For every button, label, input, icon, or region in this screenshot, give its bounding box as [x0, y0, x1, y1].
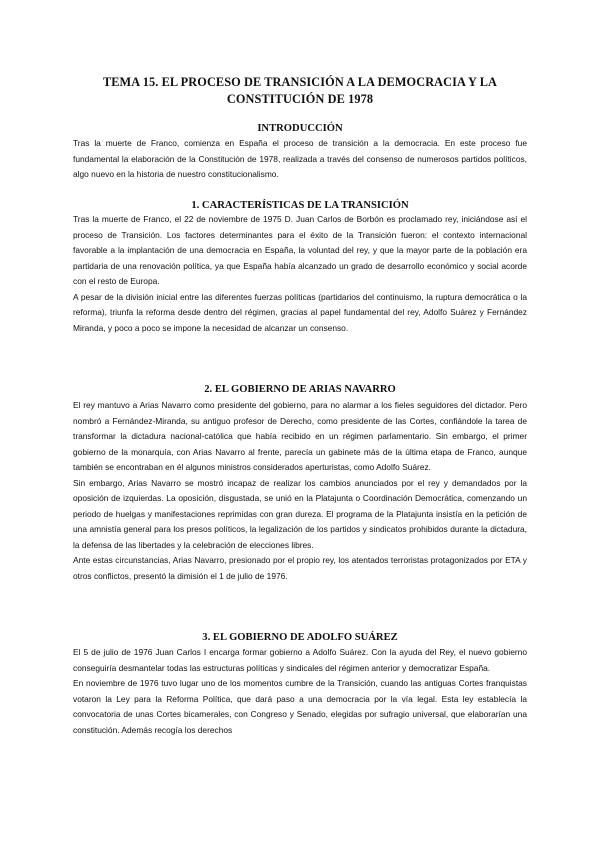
section-heading-arias-navarro: 2. EL GOBIERNO DE ARIAS NAVARRO [204, 384, 396, 395]
section-heading-introduccion: INTRODUCCIÓN [257, 123, 343, 134]
section-body-introduccion [73, 136, 527, 183]
section-heading-adolfo-suarez: 3. EL GOBIERNO DE ADOLFO SUÁREZ [202, 632, 398, 643]
section-heading-caracteristicas: 1. CARACTERÍSTICAS DE LA TRANSICIÓN [191, 200, 409, 211]
paragraph: Ante estas circunstancias, Arias Navarro, presionado por el propio rey, los atentados terroristas protagonizados por ETA y otros conflictos, presentó la dimisión el 1 de julio de 1976. [73, 555, 527, 581]
title-line-2: CONSTITUCIÓN DE 1978 [226, 92, 374, 106]
section-body-caracteristicas [73, 212, 527, 336]
section-body-adolfo-suarez [73, 645, 527, 738]
paragraph: A pesar de la división inicial entre las diferentes fuerzas políticas (partidarios del continuismo, la ruptura democrática o la reforma), triunfa la reforma desde dentro del régimen, gracias al papel fundamental del rey, Adolfo Suárez y Fernández Miranda, y poco a poco se impone la necesidad de alcanzar un consenso. [73, 291, 527, 333]
paragraph: Tras la muerte de Franco, comienza en España el proceso de transición a la democracia. En este proceso fue fundamental la elaboración de la Constitución de 1978, realizada a través del consenso de numerosos partidos políticos, algo nuevo en la historia de nuestro constitucionalismo. [73, 138, 527, 179]
paragraph: Tras la muerte de Franco, el 22 de noviembre de 1975 D. Juan Carlos de Borbón es proclamado rey, iniciándose así el proceso de Transición. Los factores determinantes para el éxito de la Transición fueron: el contexto internacional favorable a la implantación de una democracia en España, la voluntad del rey, y que la mayor parte de la población era partidaria de una renovación política, ya que España había alcanzado un grado de desarrollo económico y social acorde con el resto de Europa. [73, 214, 527, 286]
paragraph: En noviembre de 1976 tuvo lugar uno de los momentos cumbre de la Transición, cuando las antiguas Cortes franquistas votaron la Ley para la Reforma Política, que dará paso a una democracia por la vía legal. Esta ley establecía la convocatoria de unas Cortes bicamerales, con Congreso y Senado, elegidas por sufragio universal, que elaborarían una constitución. Además recogía los derechos [73, 678, 527, 735]
paragraph: Sin embargo, Arias Navarro se mostró incapaz de realizar los cambios anunciados por el rey y demandados por la oposición de izquierdas. La oposición, disgustada, se unió en la Platajunta o Coordinación Democrática, comenzando un periodo de huelgas y manifestaciones reprimidas con gran dureza. El programa de la Platajunta insistía en la petición de una amnistía general para los presos políticos, la legalización de los partidos y sindicatos prohibidos durante la dictadura, la defensa de las libertades y la celebración de elecciones libres. [73, 477, 527, 550]
paragraph: El rey mantuvo a Arias Navarro como presidente del gobierno, para no alarmar a los fieles seguidores del dictador. Pero nombró a Fernández-Miranda, su antiguo profesor de Derecho, como presidente de las Cortes, confiándole la tarea de transformar la dictadura nacional-católica que había recibido en un régimen parlamentario. Sin embargo, el primer gobierno de la monarquía, con Arias Navarro al frente, parecía un gabinete más de la última etapa de Franco, aunque también se encontraban en él algunos ministros considerados aperturistas, como Adolfo Suárez. [73, 400, 527, 472]
section-body-arias-navarro [73, 398, 527, 584]
document-title [60, 74, 540, 108]
title-line-1: TEMA 15. EL PROCESO DE TRANSICIÓN A LA DEMOCRACIA Y LA [102, 75, 498, 89]
paragraph: El 5 de julio de 1976 Juan Carlos I encarga formar gobierno a Adolfo Suárez. Con la ayuda del Rey, el nuevo gobierno conseguiría desmantelar todas las estructuras políticas y sindicales del régimen anterior y democratizar España. [73, 647, 527, 673]
